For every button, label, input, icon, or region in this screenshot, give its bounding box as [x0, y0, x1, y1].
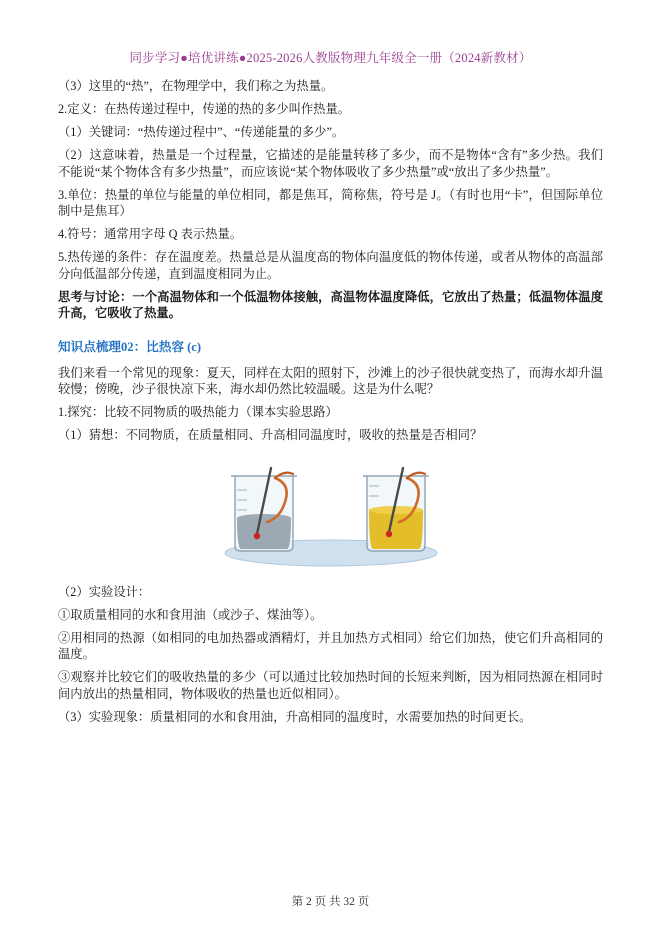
- design-item-2: ②用相同的热源（如相同的电加热器或酒精灯，并且加热方式相同）给它们加热，使它们升高相同的温度。: [58, 630, 603, 661]
- discussion-paragraph: 思考与讨论：一个高温物体和一个低温物体接触，高温物体温度降低，它放出了热量；低温物体温度升高，它吸收了热量。: [58, 289, 603, 320]
- page-header: 同步学习●培优讲练●2025-2026人教版物理九年级全一册（2024新教材）: [129, 51, 532, 65]
- knowledge-point-heading: [58, 336, 603, 355]
- design-item-3: ③观察并比较它们的吸收热量的多少（可以通过比较加热时间的长短来判断，因为相同热源在相同时间内放出的热量相同，物体吸收的热量也近似相同）。: [58, 670, 603, 701]
- paragraph-2: 2.定义：在热传递过程中，传递的热的多少叫作热量。: [58, 102, 351, 116]
- knowledge-point-label: 知识点梳理02：比热容: [58, 339, 184, 354]
- paragraph-5: 3.单位：热量的单位与能量的单位相同，都是焦耳，简称焦，符号是 J。（有时也用“卡”，但国际单位制中是焦耳）: [58, 187, 603, 218]
- paragraph-7: 5.热传递的条件：存在温度差。热量总是从温度高的物体向温度低的物体传递，或者从物体的高温部分向低温部分传递，直到温度相同为止。: [58, 250, 603, 281]
- knowledge-point-code: (c): [187, 339, 202, 354]
- paragraph-3: （1）关键词：“热传递过程中”、“传递能量的多少”。: [58, 125, 345, 139]
- explore-question: （1）猜想：不同物质，在质量相同、升高相同温度时，吸收的热量是否相同？: [58, 428, 483, 442]
- result-paragraph: （3）实验现象：质量相同的水和食用油，升高相同的温度时，水需要加热的时间更长。: [58, 709, 532, 724]
- paragraph-6: 4.符号：通常用字母 Q 表示热量。: [58, 227, 243, 241]
- explore-title: 1.探究：比较不同物质的吸热能力（课本实验思路）: [58, 405, 338, 419]
- paragraph-1: （3）这里的“热”，在物理学中，我们称之为热量。: [58, 79, 334, 93]
- design-title: （2）实验设计：: [58, 584, 151, 599]
- beaker-experiment-illustration: [58, 454, 603, 572]
- page-footer: 第 2 页 共 32 页: [291, 896, 370, 908]
- design-item-1: ①取质量相同的水和食用油（或沙子、煤油等）。: [58, 607, 323, 622]
- paragraph-4: （2）这意味着，热量是一个过程量，它描述的是能量转移了多少，而不是物体“含有”多少热。我们不能说“某个物体含有多少热量”，而应该说“某个物体吸收了多少热量”或“放出了多少热量”。: [58, 148, 603, 179]
- intro-paragraph: 我们来看一个常见的现象：夏天，同样在太阳的照射下，沙滩上的沙子很快就变热了，而海水却升温较慢；傍晚，沙子很快凉下来，海水却仍然比较温暖。这是为什么呢？: [58, 365, 603, 396]
